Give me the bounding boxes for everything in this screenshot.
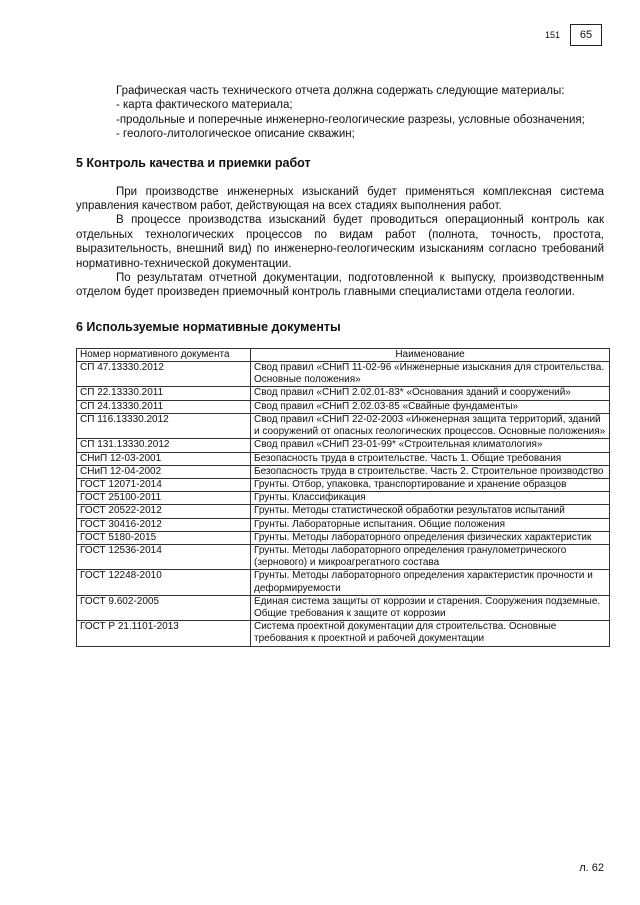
doc-title: Грунты. Отбор, упаковка, транспортирование и хранение образцов — [251, 478, 610, 491]
doc-number: ГОСТ 12536-2014 — [77, 544, 251, 569]
section-5-title: 5 Контроль качества и приемки работ — [76, 155, 311, 170]
list-item: - геолого-литологическое описание скважин; — [116, 128, 355, 141]
doc-title: Грунты. Методы лабораторного определения гранулометрического (зернового) и микроагрегатного состава — [251, 544, 610, 569]
doc-title: Грунты. Классификация — [251, 492, 610, 505]
page-header — [545, 24, 602, 46]
table-row — [77, 452, 610, 465]
table-row — [77, 531, 610, 544]
page-number-box: 65 — [570, 24, 602, 46]
doc-title: Свод правил «СНиП 2.02.03-85 «Свайные фундаменты» — [251, 400, 610, 413]
doc-number: СП 22.13330.2011 — [77, 387, 251, 400]
doc-number: ГОСТ 25100-2011 — [77, 492, 251, 505]
table-header-row — [77, 348, 610, 361]
doc-number: СП 24.13330.2011 — [77, 400, 251, 413]
doc-title: Свод правил «СНиП 22-02-2003 «Инженерная защита территорий, зданий и сооружений от опасных геологических процессов. Основные положения» — [251, 413, 610, 438]
doc-number: СП 47.13330.2012 — [77, 362, 251, 387]
table-row — [77, 518, 610, 531]
list-item: - карта фактического материала; — [116, 99, 293, 112]
section-5-paragraph: При производстве инженерных изысканий будет применяться комплексная система управления качеством работ, действующая на всех стадиях выполнения работ. — [76, 185, 604, 213]
section-5-paragraph: В процессе производства изысканий будет проводиться операционный контроль как отдельных технологических процессов по видам работ (полнота, точность, простота, выразительность, внешний вид) по инженерно-геологическим изысканиям согласно требований нормативно-технической документации. — [76, 214, 604, 270]
table-row — [77, 439, 610, 452]
doc-title: Грунты. Методы лабораторного определения характеристик прочности и деформируемости — [251, 570, 610, 595]
table-row — [77, 387, 610, 400]
section-5-paragraph: По результатам отчетной документации, подготовленной к выпуску, производственным отделом будет произведен приемочный контроль главными специалистами отдела геологии. — [76, 272, 604, 299]
doc-title: Грунты. Методы лабораторного определения физических характеристик — [251, 531, 610, 544]
document-body — [76, 84, 604, 647]
table-row — [77, 505, 610, 518]
doc-number: ГОСТ Р 21.1101-2013 — [77, 621, 251, 646]
table-row — [77, 544, 610, 569]
table-row — [77, 621, 610, 646]
sheet-label: л. 62 — [579, 862, 604, 874]
table-row — [77, 570, 610, 595]
doc-title: Свод правил «СНиП 11-02-96 «Инженерные изыскания для строительства. Основные положения» — [251, 362, 610, 387]
doc-number: ГОСТ 30416-2012 — [77, 518, 251, 531]
doc-number: СП 131.13330.2012 — [77, 439, 251, 452]
list-item: -продольные и поперечные инженерно-геологические разрезы, условные обозначения; — [116, 113, 585, 126]
doc-number: ГОСТ 12248-2010 — [77, 570, 251, 595]
sheet-number: 151 — [544, 30, 560, 40]
column-header-name: Наименование — [251, 348, 610, 361]
doc-title: Грунты. Методы статистической обработки результатов испытаний — [251, 505, 610, 518]
section-6-title: 6 Используемые нормативные документы — [76, 319, 341, 334]
doc-title: Единая система защиты от коррозии и старения. Сооружения подземные. Общие требования к защите от коррозии — [251, 595, 610, 620]
doc-title: Свод правил «СНиП 2.02.01-83* «Основания зданий и сооружений» — [251, 387, 610, 400]
doc-number: СП 116.13330.2012 — [77, 413, 251, 438]
table-row — [77, 478, 610, 491]
doc-title: Безопасность труда в строительстве. Часть 2. Строительное производство — [251, 465, 610, 478]
intro-paragraph: Графическая часть технического отчета должна содержать следующие материалы: — [116, 85, 565, 97]
doc-title: Грунты. Лабораторные испытания. Общие положения — [251, 518, 610, 531]
table-row — [77, 413, 610, 438]
table-row — [77, 362, 610, 387]
table-row — [77, 492, 610, 505]
table-row — [77, 400, 610, 413]
doc-number: ГОСТ 5180-2015 — [77, 531, 251, 544]
doc-title: Безопасность труда в строительстве. Часть 1. Общие требования — [251, 452, 610, 465]
table-row — [77, 465, 610, 478]
doc-title: Свод правил «СНиП 23-01-99* «Строительная климатология» — [251, 439, 610, 452]
doc-title: Система проектной документации для строительства. Основные требования к проектной и рабочей документации — [251, 621, 610, 646]
table-row — [77, 595, 610, 620]
doc-number: ГОСТ 12071-2014 — [77, 478, 251, 491]
doc-number: ГОСТ 9.602-2005 — [77, 595, 251, 620]
doc-number: СНиП 12-03-2001 — [77, 452, 251, 465]
doc-number: ГОСТ 20522-2012 — [77, 505, 251, 518]
normative-documents-table — [76, 348, 610, 647]
column-header-number: Номер нормативного документа — [77, 348, 251, 361]
doc-number: СНиП 12-04-2002 — [77, 465, 251, 478]
